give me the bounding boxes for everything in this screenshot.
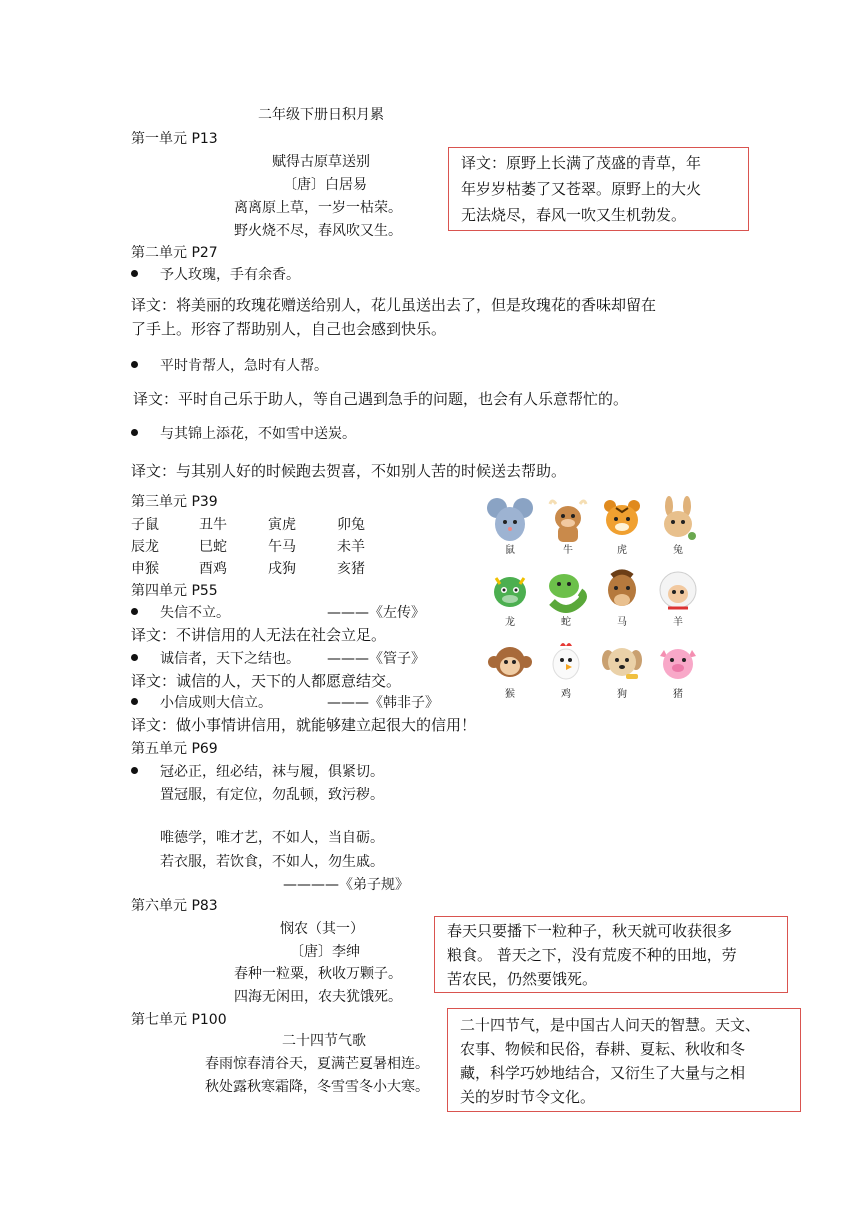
animal-label: 兔	[673, 545, 683, 556]
page-title: 二年级下册日积月累	[258, 107, 384, 123]
unit7-line: 秋处露秋寒霜降，冬雪雪冬小大寒。	[205, 1079, 429, 1095]
unit6-translation-line: 春天只要播下一粒种子，秋天就可收获很多	[447, 922, 733, 940]
unit1-line: 离离原上草，一岁一枯荣。	[234, 200, 402, 216]
bullet-icon	[131, 698, 138, 705]
dragon-icon	[484, 568, 536, 628]
unit5-source: ————《弟子规》	[283, 877, 409, 893]
animal-label: 猴	[505, 689, 515, 700]
tiger-icon	[596, 496, 648, 556]
zodiac-cell: 午马	[268, 539, 296, 555]
unit6-translation-box	[434, 916, 788, 993]
unit6-author: 〔唐〕李绅	[290, 944, 360, 960]
zodiac-cell: 亥猪	[337, 561, 365, 577]
zodiac-cell: 戌狗	[268, 561, 296, 577]
unit7-heading: 第七单元 P100	[131, 1012, 227, 1028]
unit4-translation: 译文：诚信的人，天下的人都愿意结交。	[131, 672, 402, 690]
unit7-poem-title: 二十四节气歌	[282, 1033, 366, 1049]
unit5-line: 唯德学，唯才艺，不如人，当自砺。	[160, 830, 384, 846]
animal-label: 猪	[673, 689, 683, 700]
unit4-saying: 小信成则大信立。	[160, 695, 272, 711]
unit6-translation-line: 苦农民，仍然要饿死。	[447, 970, 598, 988]
unit4-source: ———《左传》	[327, 605, 425, 621]
animal-label: 龙	[505, 617, 515, 628]
unit1-line: 野火烧不尽，春风吹又生。	[234, 223, 402, 239]
unit7-note-box	[447, 1008, 801, 1112]
unit2-saying: 与其锦上添花，不如雪中送炭。	[160, 426, 356, 442]
unit4-source: ———《韩非子》	[327, 695, 439, 711]
zodiac-cell: 巳蛇	[199, 539, 227, 555]
zodiac-cell: 未羊	[337, 539, 365, 555]
unit4-saying: 诚信者，天下之结也。	[160, 651, 300, 667]
pig-icon	[652, 640, 704, 700]
zodiac-cell: 辰龙	[131, 539, 159, 555]
unit2-heading: 第二单元 P27	[131, 245, 218, 261]
unit2-translation: 译文：将美丽的玫瑰花赠送给别人，花儿虽送出去了，但是玫瑰花的香味却留在	[131, 296, 657, 314]
unit7-note-line: 藏，科学巧妙地结合，又衍生了大量与之相	[460, 1064, 746, 1082]
unit7-line: 春雨惊春清谷天，夏满芒夏暑相连。	[205, 1056, 429, 1072]
zodiac-illustration	[484, 496, 710, 710]
animal-label: 马	[617, 617, 627, 628]
unit1-translation-box	[448, 147, 749, 231]
unit5-line: 若衣服，若饮食，不如人，勿生戚。	[160, 854, 384, 870]
zodiac-cell: 子鼠	[131, 517, 159, 533]
bullet-icon	[131, 654, 138, 661]
animal-label: 狗	[617, 689, 627, 700]
bullet-icon	[131, 270, 138, 277]
dog-icon	[596, 640, 648, 700]
rat-icon	[484, 496, 536, 556]
unit6-poem-title: 悯农（其一）	[280, 921, 364, 937]
unit2-saying: 平时肯帮人，急时有人帮。	[160, 358, 328, 374]
snake-icon	[540, 568, 592, 628]
unit6-line: 四海无闲田，农夫犹饿死。	[234, 989, 402, 1005]
unit5-line: 冠必正，纽必结，袜与履，俱紧切。	[160, 764, 384, 780]
bullet-icon	[131, 361, 138, 368]
zodiac-cell: 酉鸡	[199, 561, 227, 577]
animal-label: 蛇	[561, 617, 571, 628]
unit6-translation-line: 粮食。 普天之下，没有荒废不种的田地，劳	[447, 946, 737, 964]
unit1-heading: 第一单元 P13	[131, 131, 218, 147]
zodiac-cell: 寅虎	[268, 517, 296, 533]
unit4-saying: 失信不立。	[160, 605, 230, 621]
zodiac-cell: 丑牛	[199, 517, 227, 533]
unit1-author: 〔唐〕白居易	[283, 177, 367, 193]
monkey-icon	[484, 640, 536, 700]
unit4-heading: 第四单元 P55	[131, 583, 218, 599]
unit1-translation-line: 无法烧尽，春风一吹又生机勃发。	[461, 206, 687, 224]
rooster-icon	[540, 640, 592, 700]
zodiac-cell: 卯兔	[337, 517, 365, 533]
bullet-icon	[131, 429, 138, 436]
rabbit-icon	[652, 496, 704, 556]
unit1-poem-title: 赋得古原草送别	[272, 154, 370, 170]
unit5-heading: 第五单元 P69	[131, 741, 218, 757]
zodiac-cell: 申猴	[131, 561, 159, 577]
ox-icon	[542, 496, 594, 556]
animal-label: 羊	[673, 617, 683, 628]
unit6-heading: 第六单元 P83	[131, 898, 218, 914]
unit1-translation-line: 译文：原野上长满了茂盛的青草，年	[461, 154, 702, 172]
unit4-source: ———《管子》	[327, 651, 425, 667]
unit2-translation: 译文：平时自己乐于助人，等自己遇到急手的问题，也会有人乐意帮忙的。	[133, 390, 629, 408]
bullet-icon	[131, 608, 138, 615]
unit7-note-line: 关的岁时节令文化。	[460, 1088, 596, 1106]
animal-label: 牛	[563, 545, 573, 556]
unit7-note-line: 农事、物候和民俗，春耕、夏耘、秋收和冬	[460, 1040, 746, 1058]
horse-icon	[596, 568, 648, 628]
unit1-translation-line: 年岁岁枯萎了又苍翠。原野上的大火	[461, 180, 702, 198]
unit5-line: 置冠服，有定位，勿乱顿，致污秽。	[160, 787, 384, 803]
sheep-icon	[652, 568, 704, 628]
bullet-icon	[131, 767, 138, 774]
animal-label: 虎	[617, 545, 627, 556]
unit6-line: 春种一粒粟，秋收万颗子。	[234, 966, 402, 982]
unit2-translation: 译文：与其别人好的时候跑去贺喜，不如别人苦的时候送去帮助。	[131, 462, 567, 480]
unit2-translation: 了手上。形容了帮助别人，自己也会感到快乐。	[131, 320, 447, 338]
unit7-note-line: 二十四节气，是中国古人问天的智慧。天文、	[460, 1016, 761, 1034]
animal-label: 鼠	[505, 545, 515, 556]
animal-label: 鸡	[561, 689, 571, 700]
unit4-translation: 译文：做小事情讲信用，就能够建立起很大的信用！	[131, 716, 477, 734]
unit3-heading: 第三单元 P39	[131, 494, 218, 510]
unit4-translation: 译文：不讲信用的人无法在社会立足。	[131, 626, 387, 644]
unit2-saying: 予人玫瑰，手有余香。	[160, 267, 300, 283]
